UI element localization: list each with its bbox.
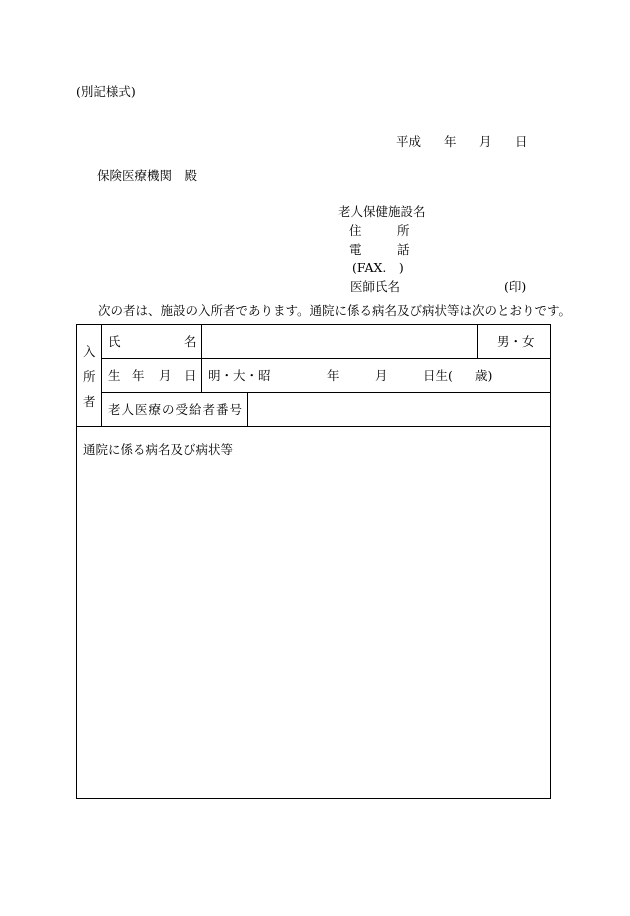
address-label-2: 所 bbox=[397, 223, 410, 238]
fax-label: (FAX. ) bbox=[352, 260, 404, 275]
age-label: 歳) bbox=[475, 368, 493, 383]
addressee: 保険医療機関 殿 bbox=[97, 168, 198, 183]
address-label-1: 住 bbox=[349, 223, 362, 238]
section-divider bbox=[77, 426, 551, 427]
row-divider bbox=[101, 358, 551, 359]
date-month-label: 月 bbox=[479, 134, 492, 149]
birth-day-label: 日生( bbox=[423, 368, 453, 383]
phone-label-2: 話 bbox=[397, 242, 410, 257]
insurance-label-divider bbox=[247, 392, 248, 426]
name-label-2: 名 bbox=[184, 334, 197, 349]
sex-column-divider bbox=[477, 325, 478, 358]
birth-era-options: 明・大・昭 bbox=[208, 368, 271, 383]
side-label-char-1: 入 bbox=[83, 344, 96, 359]
birth-label-1: 生 bbox=[108, 368, 121, 383]
resident-form-table bbox=[76, 324, 551, 799]
disease-label: 通院に係る病名及び病状等 bbox=[83, 442, 234, 457]
label-column-divider bbox=[201, 325, 202, 392]
birth-label-3: 月 bbox=[159, 368, 172, 383]
birth-label-2: 年 bbox=[132, 368, 145, 383]
side-label-char-3: 者 bbox=[83, 394, 96, 409]
sex-options: 男・女 bbox=[497, 334, 535, 349]
date-era: 平成 bbox=[396, 134, 422, 149]
date-day-label: 日 bbox=[515, 134, 528, 149]
phone-label-1: 電 bbox=[349, 242, 362, 257]
form-label: (別記様式) bbox=[76, 84, 136, 99]
insurance-number-label: 老人医療の受給者番号 bbox=[108, 402, 244, 417]
date-year-label: 年 bbox=[444, 134, 457, 149]
intro-text: 次の者は、施設の入所者であります。通院に係る病名及び病状等は次のとおりです。 bbox=[98, 303, 572, 318]
seal-label: (印) bbox=[504, 279, 527, 294]
birth-label-4: 日 bbox=[184, 368, 197, 383]
birth-year-label: 年 bbox=[327, 368, 340, 383]
side-label-char-2: 所 bbox=[83, 369, 96, 384]
birth-month-label: 月 bbox=[375, 368, 388, 383]
row-divider bbox=[101, 392, 551, 393]
side-column-divider bbox=[101, 325, 102, 426]
facility-name-label: 老人保健施設名 bbox=[338, 204, 426, 219]
doctor-label: 医師氏名 bbox=[350, 279, 401, 294]
name-label-1: 氏 bbox=[108, 334, 121, 349]
